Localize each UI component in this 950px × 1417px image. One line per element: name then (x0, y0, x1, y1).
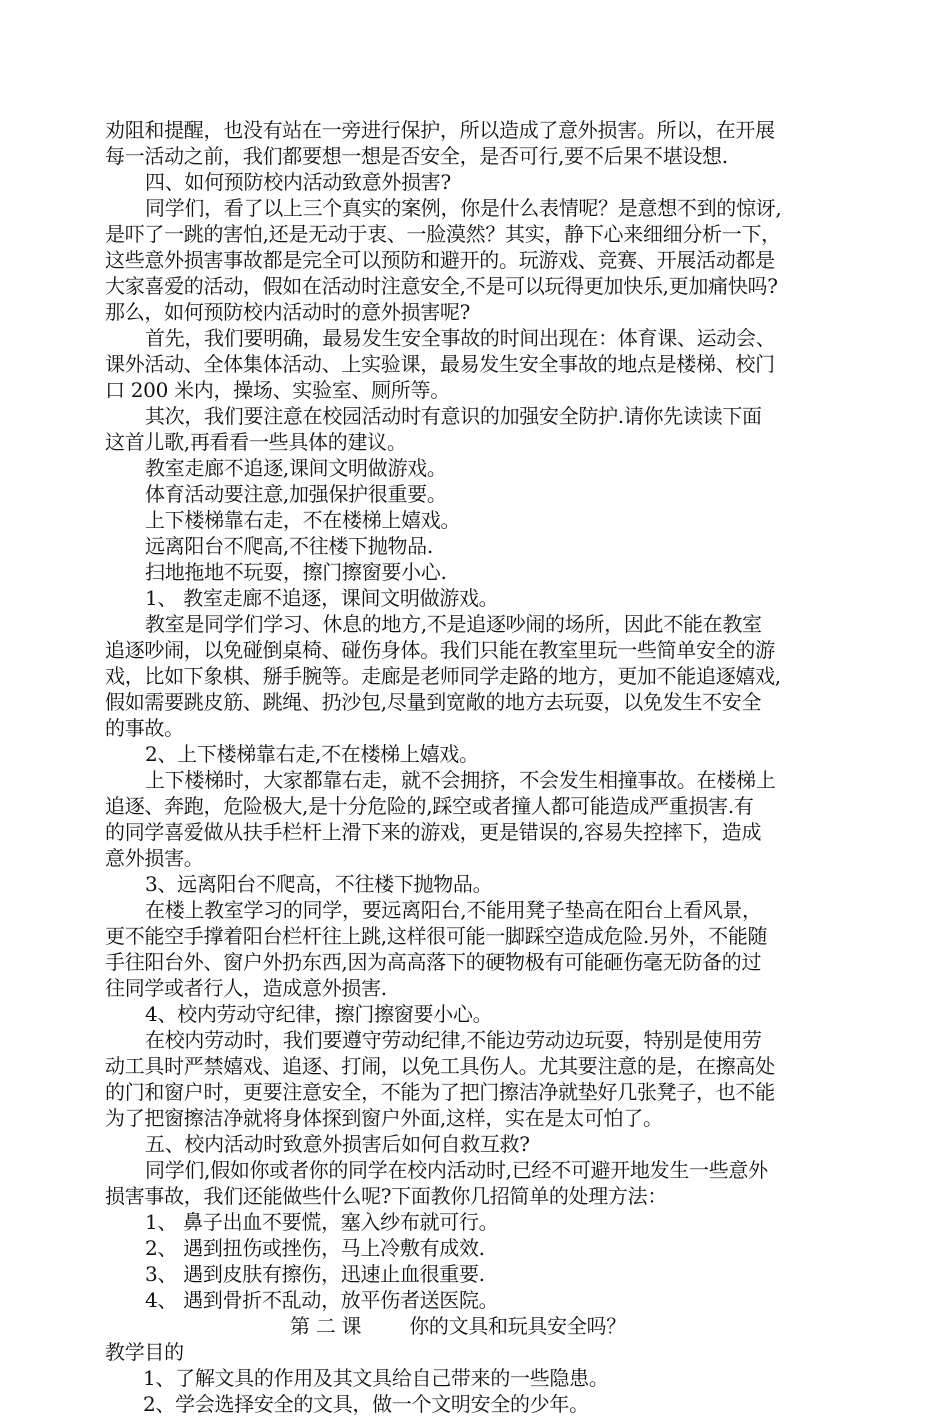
document-page (105, 117, 850, 1417)
text-line: 为了把窗擦洁净就将身体探到窗户外面,这样，实在是太可怕了。 (105, 1106, 663, 1130)
text-line: 手往阳台外、窗户外扔东西,因为高高落下的硬物极有可能砸伤毫无防备的过 (105, 950, 762, 974)
text-line: 五、校内活动时致意外损害后如何自救互救? (145, 1132, 530, 1156)
objective-item: 1、了解文具的作用及其文具给自己带来的一些隐患。 (143, 1366, 609, 1390)
text-line: 的同学喜爱做从扶手栏杆上滑下来的游戏，更是错误的,容易失控摔下，造成 (105, 820, 762, 844)
text-line: 四、如何预防校内活动致意外损害? (145, 170, 451, 194)
text-line: 4、校内劳动守纪律，擦门擦窗要小心。 (145, 1002, 493, 1026)
text-line: 扫地拖地不玩耍，擦门擦窗要小心. (145, 560, 447, 584)
text-line: 上下楼梯靠右走，不在楼梯上嬉戏。 (145, 508, 461, 532)
text-line: 动工具时严禁嬉戏、追逐、打闹，以免工具伤人。尤其要注意的是，在擦高处 (105, 1054, 775, 1078)
text-line: 3、 遇到皮肤有擦伤，迅速止血很重要. (145, 1262, 485, 1286)
objectives-heading: 教学目的 (105, 1340, 184, 1364)
text-line: 每一活动之前，我们都要想一想是否安全，是否可行,要不后果不堪设想. (105, 144, 728, 168)
text-line: 课外活动、全体集体活动、上实验课，最易发生安全事故的地点是楼梯、校门 (105, 352, 775, 376)
text-line: 那么，如何预防校内活动时的意外损害呢? (105, 300, 471, 324)
text-line: 1、 鼻子出血不要慌，塞入纱布就可行。 (145, 1210, 499, 1234)
text-line: 是吓了一跳的害怕,还是无动于衷、一脸漠然？其实，静下心来细细分析一下， (105, 222, 781, 246)
text-line: 假如需要跳皮筋、跳绳、扔沙包,尽量到宽敞的地方去玩耍，以免发生不安全 (105, 690, 762, 714)
text-line: 在楼上教室学习的同学，要远离阳台,不能用凳子垫高在阳台上看风景， (145, 898, 762, 922)
text-line: 在校内劳动时，我们要遵守劳动纪律,不能边劳动边玩耍，特别是使用劳 (145, 1028, 762, 1052)
text-line: 追逐吵闹，以免碰倒桌椅、碰伤身体。我们只能在教室里玩一些简单安全的游 (105, 638, 775, 662)
text-line: 首先，我们要明确，最易发生安全事故的时间出现在：体育课、运动会、 (145, 326, 776, 350)
text-line: 这首儿歌,再看看一些具体的建议。 (105, 430, 407, 454)
text-line: 这些意外损害事故都是完全可以预防和避开的。玩游戏、竞赛、开展活动都是 (105, 248, 775, 272)
text-line: 追逐、奔跑，危险极大,是十分危险的,踩空或者撞人都可能造成严重损害.有 (105, 794, 754, 818)
body-text (105, 117, 850, 1313)
text-line: 教室走廊不追逐,课间文明做游戏。 (145, 456, 447, 480)
text-line: 其次，我们要注意在校园活动时有意识的加强安全防护.请你先读读下面 (145, 404, 762, 428)
text-line: 更不能空手撑着阳台栏杆往上跳,这样很可能一脚踩空造成危险.另外，不能随 (105, 924, 768, 948)
text-line: 的事故。 (105, 716, 184, 740)
text-line: 大家喜爱的活动，假如在活动时注意安全,不是可以玩得更加快乐,更加痛快吗? (105, 274, 778, 298)
text-line: 意外损害。 (105, 846, 204, 870)
text-line: 的门和窗户时，更要注意安全，不能为了把门擦洁净就垫好几张凳子，也不能 (105, 1080, 775, 1104)
text-line: 2、上下楼梯靠右走,不在楼梯上嬉戏。 (145, 742, 479, 766)
lesson-number: 第 二 课 (290, 1314, 362, 1338)
text-line: 同学们,假如你或者你的同学在校内活动时,已经不可避开地发生一些意外 (145, 1158, 768, 1182)
objective-item: 2、学会选择安全的文具，做一个文明安全的少年。 (143, 1392, 589, 1416)
lesson-title: 你的文具和玩具安全吗？ (409, 1314, 626, 1338)
text-line: 4、 遇到骨折不乱动，放平伤者送医院。 (145, 1288, 499, 1312)
text-line: 往同学或者行人，造成意外损害. (105, 976, 387, 1000)
lesson-title-line (105, 1313, 850, 1339)
text-line: 2、 遇到扭伤或挫伤，马上冷敷有成效. (145, 1236, 485, 1260)
text-line: 戏，比如下象棋、掰手腕等。走廊是老师同学走路的地方，更加不能追逐嬉戏, (105, 664, 781, 688)
text-line: 1、 教室走廊不追逐，课间文明做游戏。 (145, 586, 499, 610)
text-line: 3、远离阳台不爬高，不往楼下抛物品。 (145, 872, 493, 896)
text-line: 体育活动要注意,加强保护很重要。 (145, 482, 447, 506)
text-line: 劝阻和提醒，也没有站在一旁进行保护，所以造成了意外损害。所以，在开展 (105, 118, 775, 142)
text-line: 上下楼梯时，大家都靠右走，就不会拥挤，不会发生相撞事故。在楼梯上 (145, 768, 776, 792)
text-line: 教室是同学们学习、休息的地方,不是追逐吵闹的场所，因此不能在教室 (145, 612, 762, 636)
text-line: 损害事故，我们还能做些什么呢?下面教你几招简单的处理方法： (105, 1184, 668, 1208)
text-line: 口 200 米内，操场、实验室、厕所等。 (105, 378, 450, 402)
text-line: 远离阳台不爬高,不往楼下抛物品. (145, 534, 433, 558)
text-line: 同学们，看了以上三个真实的案例，你是什么表情呢？是意想不到的惊讶, (145, 196, 782, 220)
